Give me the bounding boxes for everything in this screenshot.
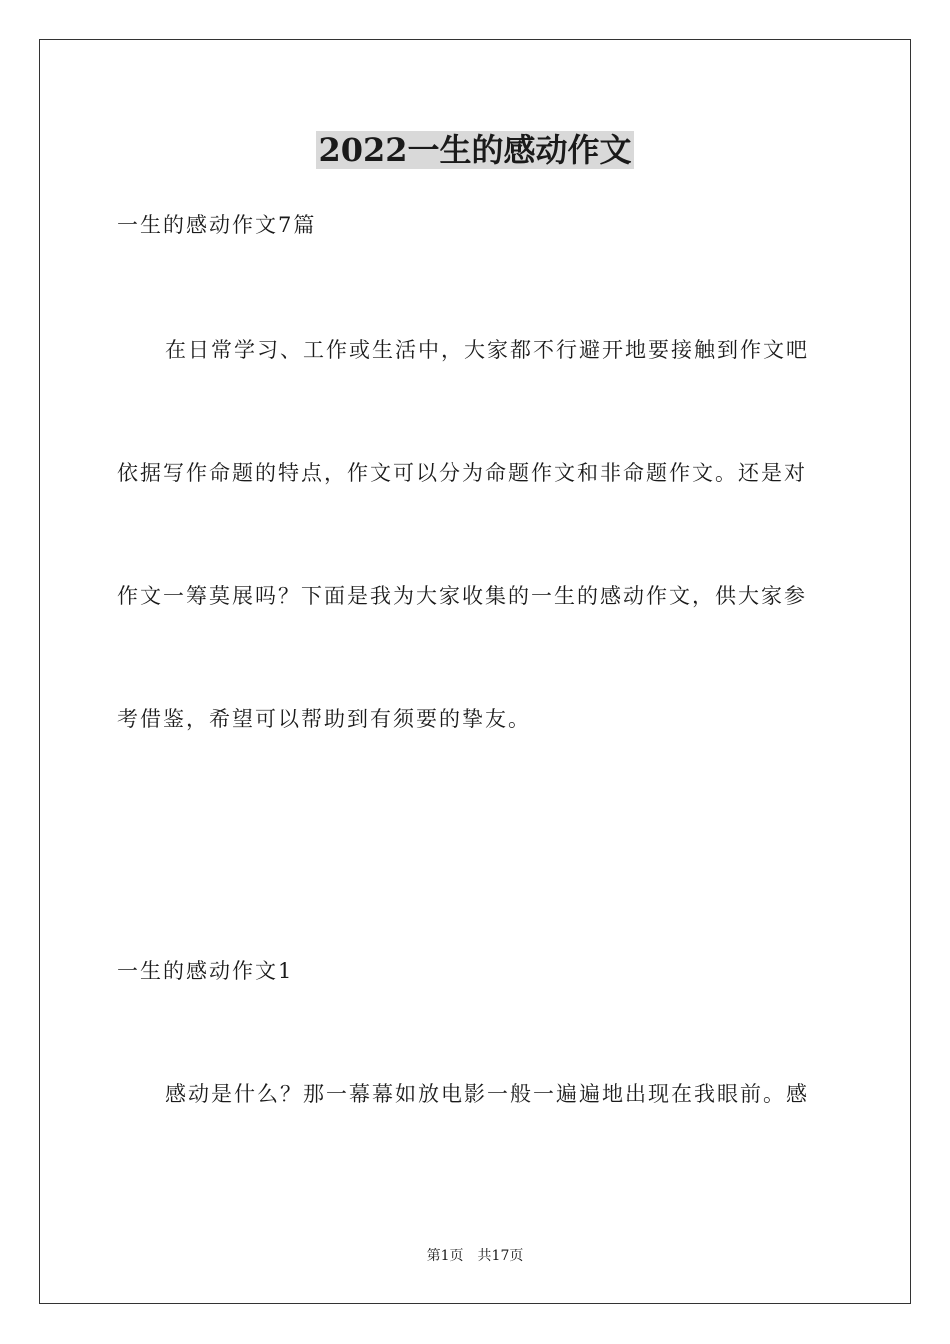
page-footer: 第1页 共17页: [426, 1248, 524, 1264]
intro-line-4: 考借鉴，希望可以帮助到有须要的挚友。: [117, 707, 531, 731]
document-title-text: 2022一生的感动作文: [318, 131, 632, 169]
intro-line-1: 在日常学习、工作或生活中，大家都不行避开地要接触到作文吧: [165, 338, 809, 362]
section-line-1: 感动是什么？那一幕幕如放电影一般一遍遍地出现在我眼前。感: [165, 1082, 809, 1106]
intro-line-2: 依据写作命题的特点，作文可以分为命题作文和非命题作文。还是对: [117, 461, 807, 485]
intro-line-3: 作文一筹莫展吗？下面是我为大家收集的一生的感动作文，供大家参: [117, 584, 807, 608]
section-heading: 一生的感动作文1: [117, 959, 294, 983]
document-title: [0, 126, 950, 174]
document-subtitle: 一生的感动作文7篇: [117, 213, 317, 237]
